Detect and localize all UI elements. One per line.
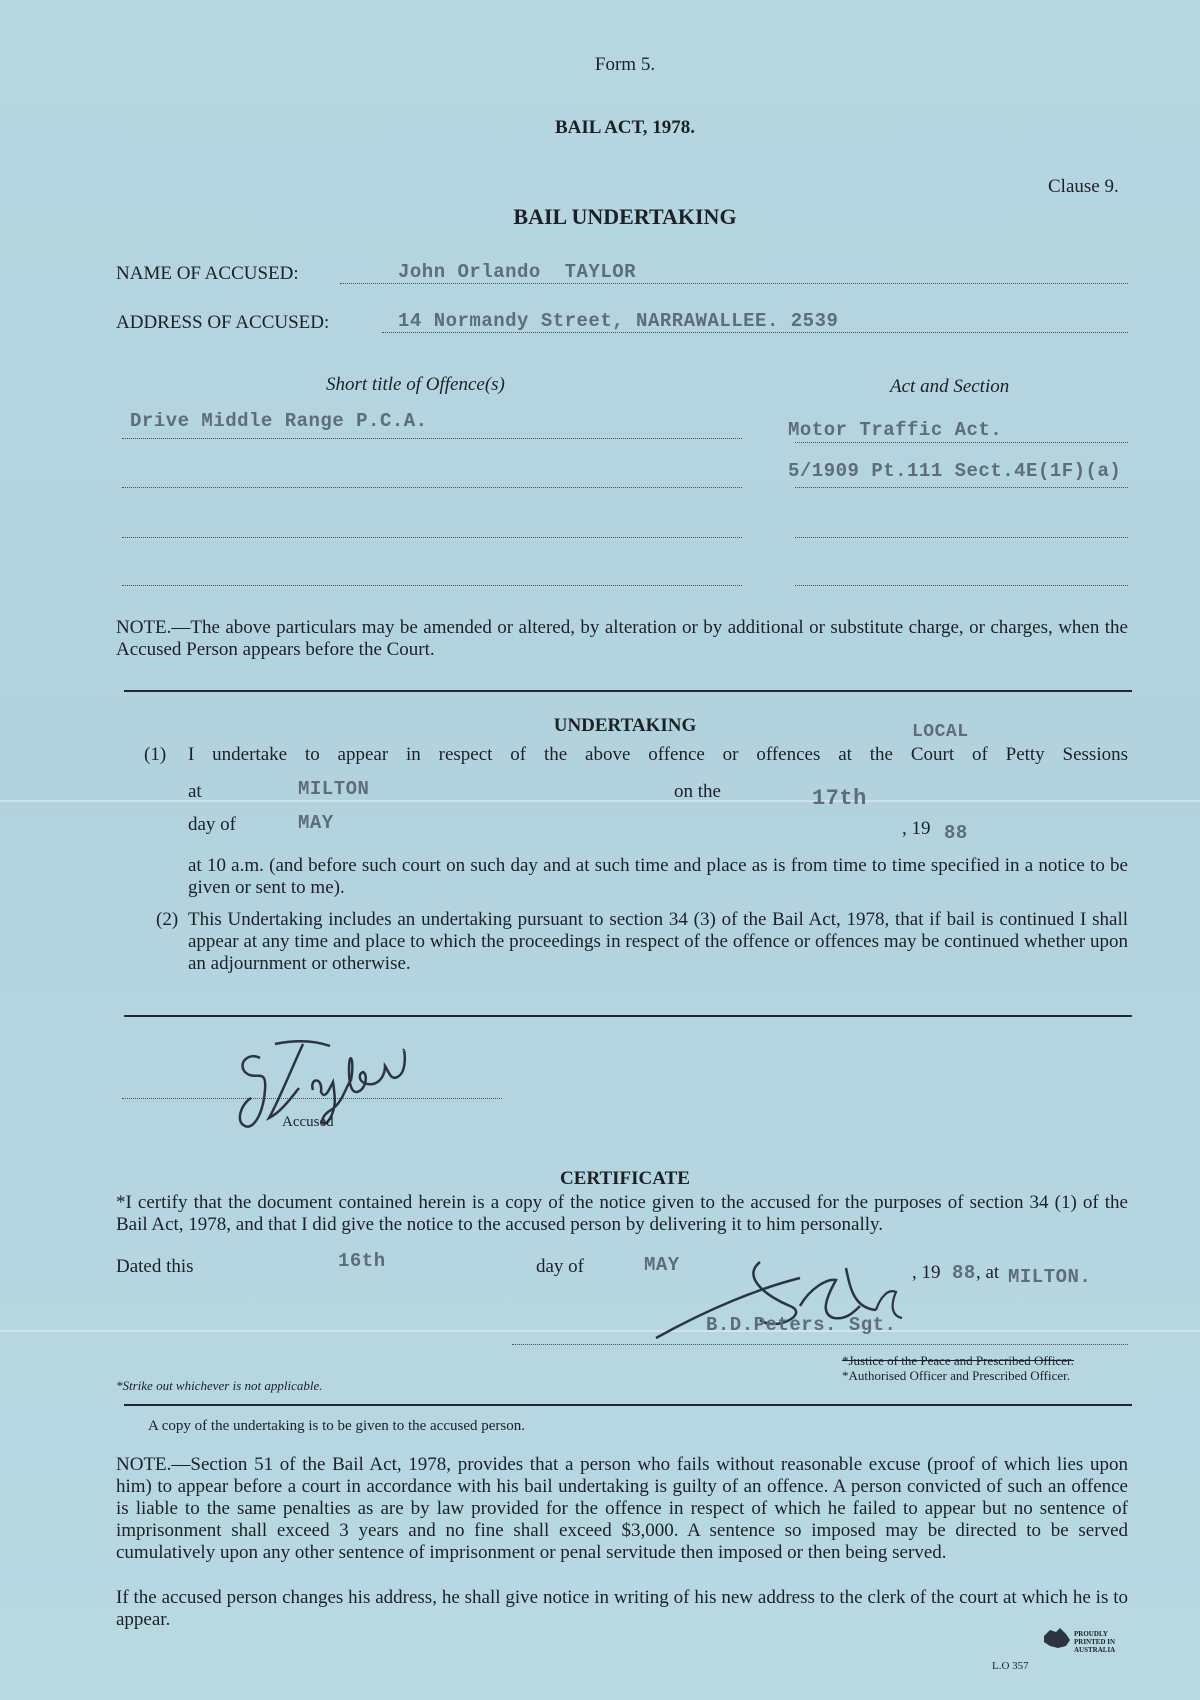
- clause2-num: (2): [156, 909, 179, 930]
- name-value[interactable]: John Orlando TAYLOR: [398, 261, 637, 283]
- form-number: Form 5.: [594, 54, 656, 75]
- accused-signature[interactable]: [225, 1030, 445, 1135]
- on-the-label: on the: [674, 781, 721, 802]
- officer-type-1: *Justice of the Peace and Prescribed Officer.: [842, 1353, 1074, 1368]
- court-year[interactable]: 88: [944, 822, 968, 844]
- act-line: [795, 487, 1128, 488]
- copy-note: A copy of the undertaking is to be given to the accused person.: [148, 1418, 525, 1434]
- officer-name[interactable]: B.D.Peters. Sgt.: [706, 1314, 897, 1336]
- short-title-header: Short title of Offence(s): [326, 374, 505, 395]
- act-title: BAIL ACT, 1978.: [554, 117, 696, 138]
- offence-line: [122, 585, 742, 586]
- address-label: ADDRESS OF ACCUSED:: [116, 312, 330, 333]
- certificate-heading: CERTIFICATE: [560, 1168, 690, 1189]
- cert-year[interactable]: 88: [952, 1262, 976, 1284]
- act-line: [795, 585, 1128, 586]
- printer-mark: PROUDLY PRINTED IN AUSTRALIA: [1074, 1630, 1116, 1654]
- act-line-1[interactable]: Motor Traffic Act.: [788, 419, 1003, 441]
- cert-day[interactable]: 16th: [338, 1250, 386, 1272]
- cert-year-prefix: , 19: [912, 1262, 941, 1283]
- day-of-label: day of: [188, 814, 237, 835]
- note-amend: NOTE.—The above particulars may be amended or altered, by alteration or by additional or substitute charge, or charges, when the Accused Person appears before the Court.: [116, 617, 1128, 660]
- divider: [124, 1015, 1132, 1017]
- clause2-text: This Undertaking includes an undertaking pursuant to section 34 (3) of the Bail Act, 1978, that if bail is continued I shall appear at any time and place to which the proceedings in respect of the offence or offences may be continued whether upon an adjournment or otherwise.: [188, 909, 1128, 974]
- divider: [124, 690, 1132, 692]
- clause1-text: I undertake to appear in respect of the above offence or offences at the Court of Petty Sessions: [188, 744, 1128, 765]
- divider: [124, 1404, 1132, 1406]
- offence-line: [122, 438, 742, 439]
- address-value[interactable]: 14 Normandy Street, NARRAWALLEE. 2539: [398, 310, 839, 332]
- at-label: at: [188, 781, 202, 802]
- time-text: at 10 a.m. (and before such court on such day and at such time and place as is from time to time specified in a notice to be given or sent to me).: [188, 855, 1128, 898]
- offence-line: [122, 537, 742, 538]
- final-note-2: If the accused person changes his address, he shall give notice in writing of his new address to the clerk of the court at which he is to appear.: [116, 1587, 1128, 1630]
- clause-ref: Clause 9.: [1048, 176, 1119, 197]
- officer-signature-line: [512, 1344, 1128, 1345]
- officer-type-2: *Authorised Officer and Prescribed Officer.: [842, 1368, 1071, 1383]
- act-line: [795, 537, 1128, 538]
- cert-place[interactable]: MILTON.: [1008, 1266, 1092, 1288]
- act-line-2[interactable]: 5/1909 Pt.111 Sect.4E(1F)(a): [788, 460, 1122, 482]
- accused-label: Accused: [282, 1114, 334, 1130]
- court-day[interactable]: 17th: [812, 786, 867, 811]
- certificate-text: *I certify that the document contained herein is a copy of the notice given to the accused for the purposes of section 34 (1) of the Bail Act, 1978, and that I did give the notice to the accused person by delivering it to him personally.: [116, 1192, 1128, 1235]
- strike-note: *Strike out whichever is not applicable.: [116, 1378, 323, 1393]
- clause1-num: (1): [144, 744, 167, 765]
- dated-label: Dated this: [116, 1256, 194, 1277]
- doc-title: BAIL UNDERTAKING: [513, 204, 737, 229]
- paper-crease: [0, 800, 1200, 802]
- form-code: L.O 357: [992, 1660, 1029, 1672]
- cert-day-of-label: day of: [536, 1256, 585, 1277]
- act-section-header: Act and Section: [890, 376, 1010, 397]
- final-note-1: NOTE.—Section 51 of the Bail Act, 1978, provides that a person who fails without reasonable excuse (proof of which lies upon him) to appear before a court in accordance with his bail undertaking is guilty of an offence. A person convicted of such an offence is liable to the same penalties as are by law provided for the offence in respect of which he failed to appear but no sentence of imprisonment shall exceed 3 years and no fine shall exceed $3,000. A sentence so imposed may be directed to be served cumulatively upon any other sentence of imprisonment or penal servitude then imposed or then being served.: [116, 1454, 1128, 1563]
- paper-crease: [0, 1330, 1200, 1332]
- undertaking-heading: UNDERTAKING: [553, 715, 697, 736]
- name-line: [340, 283, 1128, 284]
- name-label: NAME OF ACCUSED:: [116, 263, 299, 284]
- court-month[interactable]: MAY: [298, 812, 334, 834]
- offence-1[interactable]: Drive Middle Range P.C.A.: [130, 410, 428, 432]
- court-place[interactable]: MILTON: [298, 778, 370, 800]
- court-year-prefix: , 19: [902, 818, 931, 839]
- act-line: [795, 442, 1128, 443]
- australia-map-icon: [1040, 1626, 1074, 1650]
- offence-line: [122, 487, 742, 488]
- court-insert[interactable]: LOCAL: [912, 722, 969, 742]
- cert-month[interactable]: MAY: [644, 1254, 680, 1276]
- cert-at-label: , at: [976, 1262, 1000, 1283]
- address-line: [382, 332, 1128, 333]
